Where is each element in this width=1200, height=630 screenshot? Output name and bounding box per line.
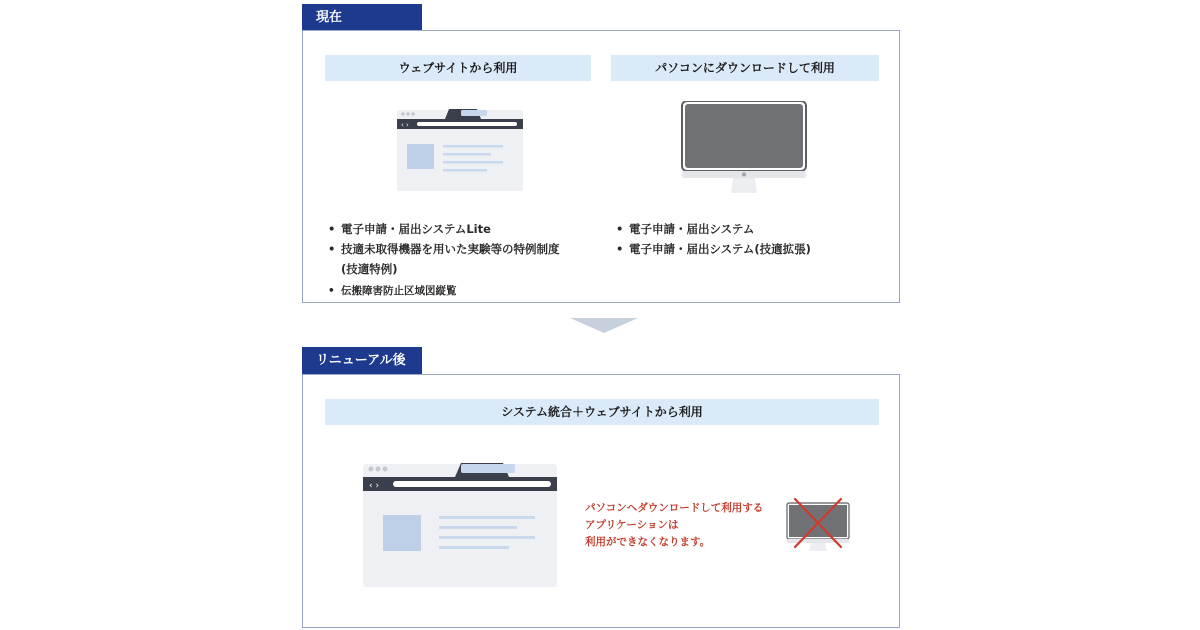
list-item: • 伝搬障害防止区域図縦覧 — [325, 281, 605, 301]
web-column-heading: ウェブサイトから利用 — [325, 55, 591, 81]
after-heading: システム統合＋ウェブサイトから利用 — [325, 399, 879, 425]
web-system-list — [325, 219, 605, 301]
pc-system-list — [613, 219, 883, 259]
down-arrow-icon — [570, 318, 638, 333]
svg-text:‹ ›: ‹ › — [369, 481, 380, 491]
discontinuation-notice — [585, 500, 763, 551]
list-item: • 電子申請・届出システム — [613, 219, 883, 239]
current-panel — [302, 30, 900, 303]
notice-line: アプリケーションは — [585, 519, 679, 531]
browser-window-icon — [397, 107, 523, 191]
notice-line: 利用ができなくなります。 — [585, 536, 711, 548]
notice-line: パソコンへダウンロードして利用する — [585, 502, 764, 514]
pc-column-heading: パソコンにダウンロードして利用 — [611, 55, 879, 81]
list-item-continuation: (技適特例) — [341, 262, 398, 276]
current-tab-label: 現在 — [302, 4, 422, 31]
after-panel — [302, 374, 900, 628]
list-item: • 電子申請・届出システム(技適拡張) — [613, 239, 883, 259]
desktop-monitor-icon — [681, 101, 807, 197]
crossed-monitor-icon — [783, 497, 855, 555]
browser-window-icon — [363, 459, 557, 587]
list-item: • 電子申請・届出システムLite — [325, 219, 605, 239]
svg-text:‹ ›: ‹ › — [401, 121, 409, 129]
list-item: • 技適未取得機器を用いた実験等の特例制度 — [325, 239, 605, 259]
after-tab-label: リニューアル後 — [302, 347, 422, 374]
